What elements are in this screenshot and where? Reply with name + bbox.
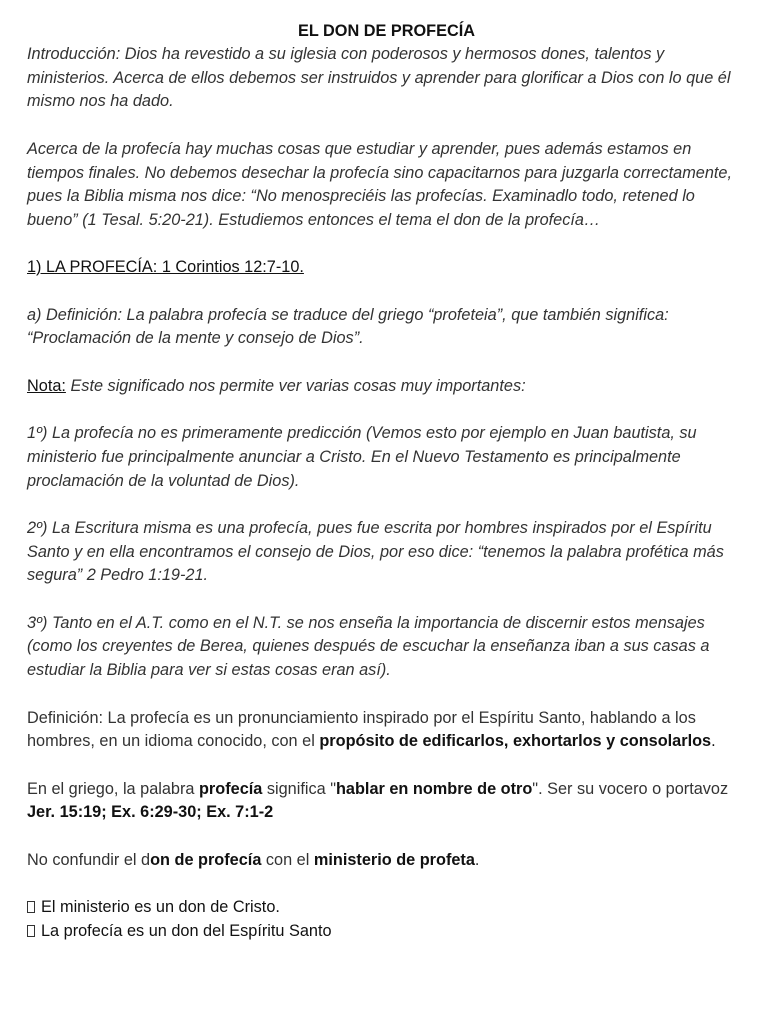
- definition-a-paragraph: a) Definición: La palabra profecía se traduce del griego “profeteia”, que también significa: “Proclamación de la mente y consejo de Dios”.: [27, 305, 669, 348]
- confuse-paragraph: [27, 849, 746, 873]
- definition-2-bold: propósito de edificarlos, exhortarlos y consolarlos: [319, 732, 712, 751]
- intro-paragraph: Introducción: Dios ha revestido a su iglesia con poderosos y hermosos dones, talentos y ministerios. Acerca de ellos debemos ser instruidos y aprender para glorificar a Dios con lo que él mismo nos ha dado.: [27, 45, 731, 111]
- point-2-paragraph: 2º) La Escritura misma es una profecía, pues fue escrita por hombres inspirados por el Espíritu Santo y en ella encontramos el consejo de Dios, por eso dice: “tenemos la palabra profética más segura” 2 Pedro 1:19-21.: [27, 518, 724, 585]
- confuse-text-1: No confundir el d: [27, 850, 151, 869]
- confuse-bold-2: ministerio de profeta: [313, 850, 475, 869]
- definition-2-end: .: [711, 732, 716, 751]
- context-paragraph: Acerca de la profecía hay muchas cosas que estudiar y aprender, pues además estamos en tiempos finales. No debemos desechar la profecía sino capacitarnos para juzgarla correctamente, pues la Biblia misma nos dice: “No menospreciéis las profecías. Examinadlo todo, retened lo bueno” (1 Tesal. 5:20-21). Estudiemos entonces el tema el don de la profecía…: [27, 139, 732, 229]
- definition-2-text: Definición: La profecía es un pronunciamiento inspirado por el Espíritu Santo, hablando a los hombres, en un idioma conocido, con el: [27, 708, 696, 751]
- nota-paragraph: [27, 375, 746, 399]
- greek-bold-2: hablar en nombre de otro: [335, 779, 533, 798]
- confuse-text-3: .: [474, 850, 480, 869]
- confuse-text-2: con el: [261, 850, 314, 869]
- confuse-bold-1: on de profecía: [150, 850, 262, 869]
- greek-text-2: significa ": [262, 779, 336, 798]
- list-item: [27, 896, 746, 920]
- greek-bold-3: Jer. 15:19; Ex. 6:29-30; Ex. 7:1-2: [27, 803, 274, 822]
- bullet-2-text: La profecía es un don del Espíritu Santo: [41, 921, 332, 940]
- point-1-paragraph: 1º) La profecía no es primeramente predicción (Vemos esto por ejemplo en Juan bautista, su ministerio fue principalmente anunciar a Cristo. En el Nuevo Testamento es principalmente proclamación de la voluntad de Dios).: [27, 424, 697, 490]
- greek-bold-1: profecía: [198, 779, 263, 798]
- greek-text-3: ". Ser su vocero o portavoz: [532, 779, 729, 798]
- list-item: [27, 920, 746, 944]
- nota-text: Este significado nos permite ver varias cosas muy importantes:: [65, 376, 526, 395]
- bullet-1-text: El ministerio es un don de Cristo.: [41, 898, 280, 917]
- missing-glyph-icon: [27, 925, 35, 937]
- nota-label: Nota:: [27, 376, 66, 395]
- missing-glyph-icon: [27, 901, 35, 913]
- greek-paragraph: [27, 778, 746, 825]
- greek-text-1: En el griego, la palabra: [27, 779, 199, 798]
- page-title: EL DON DE PROFECÍA: [297, 22, 475, 40]
- point-3-paragraph: 3º) Tanto en el A.T. como en el N.T. se nos enseña la importancia de discernir estos mensajes (como los creyentes de Berea, quienes después de escuchar la enseñanza iban a sus casas a estudiar la Biblia para ver si estas cosas eran así).: [27, 613, 710, 680]
- section-heading: 1) LA PROFECÍA: 1 Corintios 12:7-10.: [27, 258, 304, 277]
- definition-2-paragraph: [27, 707, 746, 754]
